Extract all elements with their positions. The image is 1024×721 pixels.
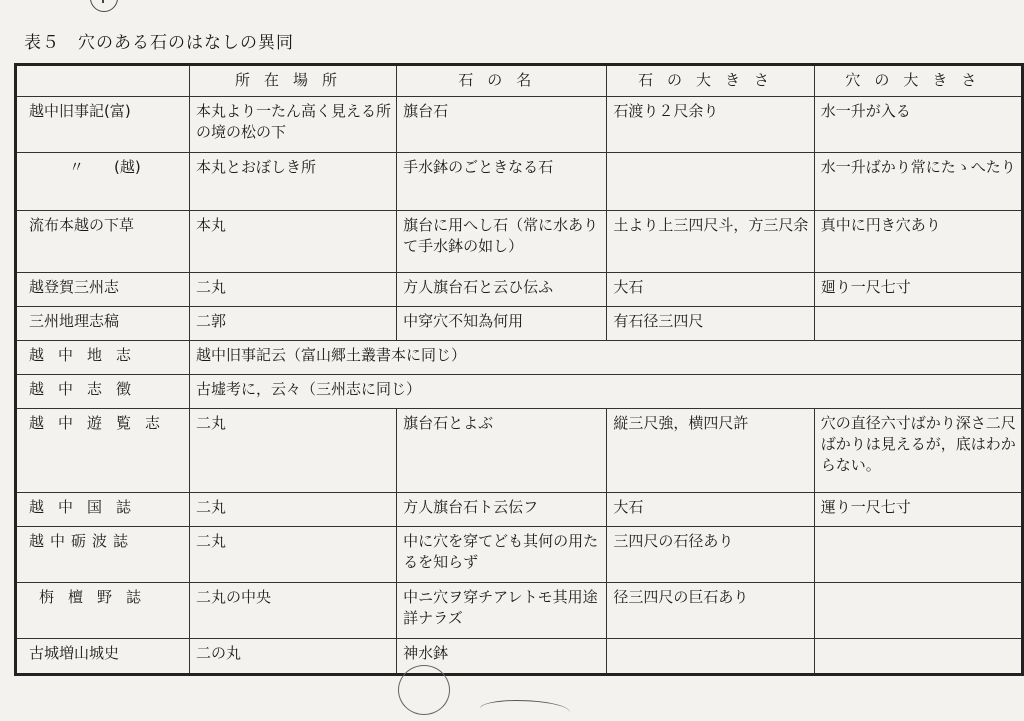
cell-source: 古城増山城史 — [16, 639, 190, 675]
header-place: 所在場所 — [189, 65, 396, 97]
table-row — [16, 341, 1023, 375]
cell-hole-size: 運り一尺七寸 — [814, 493, 1022, 527]
cell-place: 二丸の中央 — [189, 583, 396, 639]
cell-hole-size: 水一升ばかり常にたゝへたり — [814, 153, 1022, 211]
cell-place: 本丸 — [189, 211, 396, 273]
cell-source: 越中志徴 — [16, 375, 190, 409]
cell-stone-name: 中ニ穴ヲ穿チアレトモ其用途詳ナラズ — [397, 583, 607, 639]
cell-source: 三州地理志稿 — [16, 307, 190, 341]
cell-stone-size: 大石 — [607, 273, 814, 307]
cell-hole-size — [814, 639, 1022, 675]
cell-place: 二丸 — [189, 273, 396, 307]
cell-source: 〃 (越) — [16, 153, 190, 211]
table-title: 穴のある石のはなしの異同 — [78, 33, 294, 53]
cell-stone-name: 方人旗台石ト云伝フ — [397, 493, 607, 527]
cell-stone-name: 方人旗台石と云ひ伝ふ — [397, 273, 607, 307]
cell-place: 二丸 — [189, 527, 396, 583]
cell-source: 越登賀三州志 — [16, 273, 190, 307]
handwritten-circle — [398, 665, 450, 715]
table-row — [16, 307, 1023, 341]
cell-source: 栴檀野誌 — [16, 583, 190, 639]
cell-place: 二郭 — [189, 307, 396, 341]
cell-stone-size: 有石径三四尺 — [607, 307, 814, 341]
cell-hole-size: 真中に円き穴あり — [814, 211, 1022, 273]
header-hole-size: 穴の大きさ — [814, 65, 1022, 97]
cell-stone-name: 中に穴を穿てども其何の用たるを知らず — [397, 527, 607, 583]
cell-stone-size: 三四尺の石径あり — [607, 527, 814, 583]
cell-stone-size: 石渡り２尺余り — [607, 97, 814, 153]
cell-source: 越中地志 — [16, 341, 190, 375]
cell-hole-size: 水一升が入る — [814, 97, 1022, 153]
header-stone-size: 石の大きさ — [607, 65, 814, 97]
cell-stone-size — [607, 639, 814, 675]
cell-hole-size: 廻り一尺七寸 — [814, 273, 1022, 307]
cell-source: 越中旧事記(富) — [16, 97, 190, 153]
header-stone-name: 石の名 — [397, 65, 607, 97]
table-row — [16, 409, 1023, 493]
handwritten-circle-mark — [90, 0, 118, 12]
table-row — [16, 583, 1023, 639]
cell-source: 流布本越の下草 — [16, 211, 190, 273]
cell-place: 二丸 — [189, 409, 396, 493]
cell-place: 本丸より一たん高く見える所の境の松の下 — [189, 97, 396, 153]
cell-source: 越中国誌 — [16, 493, 190, 527]
table-number: 表５ — [24, 33, 60, 53]
cell-hole-size — [814, 583, 1022, 639]
cell-note: 古墟考に，云々（三州志に同じ） — [189, 375, 1022, 409]
cell-place: 本丸とおぼしき所 — [189, 153, 396, 211]
cell-stone-name: 旗台に用へし石（常に水ありて手水鉢の如し） — [397, 211, 607, 273]
table-row — [16, 493, 1023, 527]
table-row — [16, 273, 1023, 307]
cell-hole-size: 穴の直径六寸ばかり深さ二尺ばかりは見えるが，底はわからない。 — [814, 409, 1022, 493]
cell-stone-name: 中穿穴不知為何用 — [397, 307, 607, 341]
header-source — [16, 65, 190, 97]
table-row — [16, 639, 1023, 675]
page-title — [24, 28, 294, 53]
table-row — [16, 527, 1023, 583]
cell-stone-name: 旗台石 — [397, 97, 607, 153]
cell-stone-size: 径三四尺の巨石あり — [607, 583, 814, 639]
table-row — [16, 153, 1023, 211]
cell-source: 越中砺波誌 — [16, 527, 190, 583]
cell-stone-name: 手水鉢のごときなる石 — [397, 153, 607, 211]
cell-stone-size — [607, 153, 814, 211]
comparison-table — [14, 63, 1024, 676]
cell-stone-size: 縦三尺強，横四尺許 — [607, 409, 814, 493]
cell-hole-size — [814, 527, 1022, 583]
cell-source: 越中遊覧志 — [16, 409, 190, 493]
cell-stone-size: 土より上三四尺斗，方三尺余 — [607, 211, 814, 273]
handwritten-scribble — [480, 700, 570, 721]
header-row — [16, 65, 1023, 97]
table-row — [16, 375, 1023, 409]
table-row — [16, 97, 1023, 153]
cell-stone-size: 大石 — [607, 493, 814, 527]
cell-place: 二丸 — [189, 493, 396, 527]
cell-stone-name: 旗台石とよぶ — [397, 409, 607, 493]
cell-stone-name: 神水鉢 — [397, 639, 607, 675]
table-row — [16, 211, 1023, 273]
cell-note: 越中旧事記云（富山郷土叢書本に同じ） — [189, 341, 1022, 375]
cell-place: 二の丸 — [189, 639, 396, 675]
cell-hole-size — [814, 307, 1022, 341]
